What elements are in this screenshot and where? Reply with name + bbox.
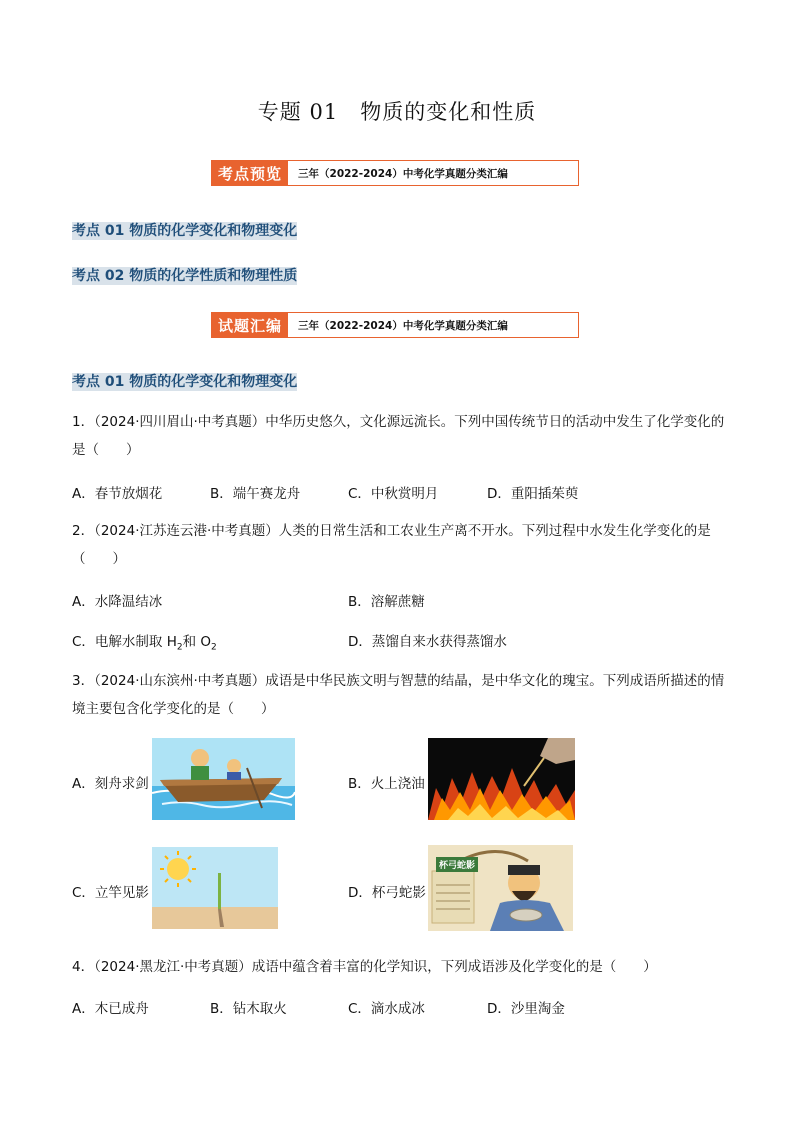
pole-shadow-illustration bbox=[152, 847, 278, 929]
q2-option-b: B．溶解蔗糖 bbox=[348, 594, 425, 610]
q2-option-a: A．水降温结冰 bbox=[72, 594, 163, 610]
banner-text: 三年（2022-2024）中考化学真题分类汇编 bbox=[298, 319, 508, 332]
banner-text: 三年（2022-2024）中考化学真题分类汇编 bbox=[298, 167, 508, 180]
banner-tag: 考点预览 bbox=[212, 161, 288, 185]
q4-option-a: A．木已成舟 bbox=[72, 1001, 149, 1017]
cup-snake-illustration bbox=[428, 845, 573, 931]
q4-option-d: D．沙里淘金 bbox=[487, 1001, 565, 1017]
preview-banner bbox=[211, 160, 579, 186]
q4-option-c: C．滴水成冰 bbox=[348, 1001, 425, 1017]
boat-illustration bbox=[152, 738, 295, 820]
q3-option-d: D．杯弓蛇影 bbox=[348, 885, 426, 901]
section-heading: 考点 01 物质的化学变化和物理变化 bbox=[72, 374, 298, 390]
q2-option-c: C．电解水制取 $H_2$和 $O_2$ bbox=[72, 634, 217, 653]
exercise-banner bbox=[211, 312, 579, 338]
image-caption: 杯弓蛇影 bbox=[436, 857, 478, 872]
banner-tag: 试题汇编 bbox=[212, 313, 288, 337]
question-1-stem: 1．（2024·四川眉山·中考真题）中华历史悠久，文化源远流长。下列中国传统节日的活动中发生了化学变化的是（ ） bbox=[72, 414, 725, 458]
q3-option-b: B．火上浇油 bbox=[348, 776, 425, 792]
q1-option-a: A．春节放烟花 bbox=[72, 486, 163, 502]
q1-option-b: B．端午赛龙舟 bbox=[210, 486, 301, 502]
question-4-stem: 4．（2024·黑龙江·中考真题）成语中蕴含着丰富的化学知识，下列成语涉及化学变化的是（ ） bbox=[72, 959, 657, 975]
fire-oil-illustration bbox=[428, 738, 575, 820]
preview-item-2: 考点 02 物质的化学性质和物理性质 bbox=[72, 268, 298, 284]
question-3-stem: 3．（2024·山东滨州·中考真题）成语是中华民族文明与智慧的结晶，是中华文化的瑰宝。下列成语所描述的情境主要包含化学变化的是（ ） bbox=[72, 673, 725, 717]
page-title: 专题 01 物质的变化和性质 bbox=[257, 100, 537, 124]
q1-option-c: C．中秋赏明月 bbox=[348, 486, 439, 502]
preview-item-1: 考点 01 物质的化学变化和物理变化 bbox=[72, 223, 298, 239]
q3-option-c: C．立竿见影 bbox=[72, 885, 149, 901]
q3-option-a: A．刻舟求剑 bbox=[72, 776, 149, 792]
q1-option-d: D．重阳插茱萸 bbox=[487, 486, 579, 502]
q4-option-b: B．钻木取火 bbox=[210, 1001, 287, 1017]
q2-option-d: D．蒸馏自来水获得蒸馏水 bbox=[348, 634, 507, 650]
question-2-stem: 2．（2024·江苏连云港·中考真题）人类的日常生活和工农业生产离不开水。下列过程中水发生化学变化的是（ ） bbox=[72, 523, 711, 567]
